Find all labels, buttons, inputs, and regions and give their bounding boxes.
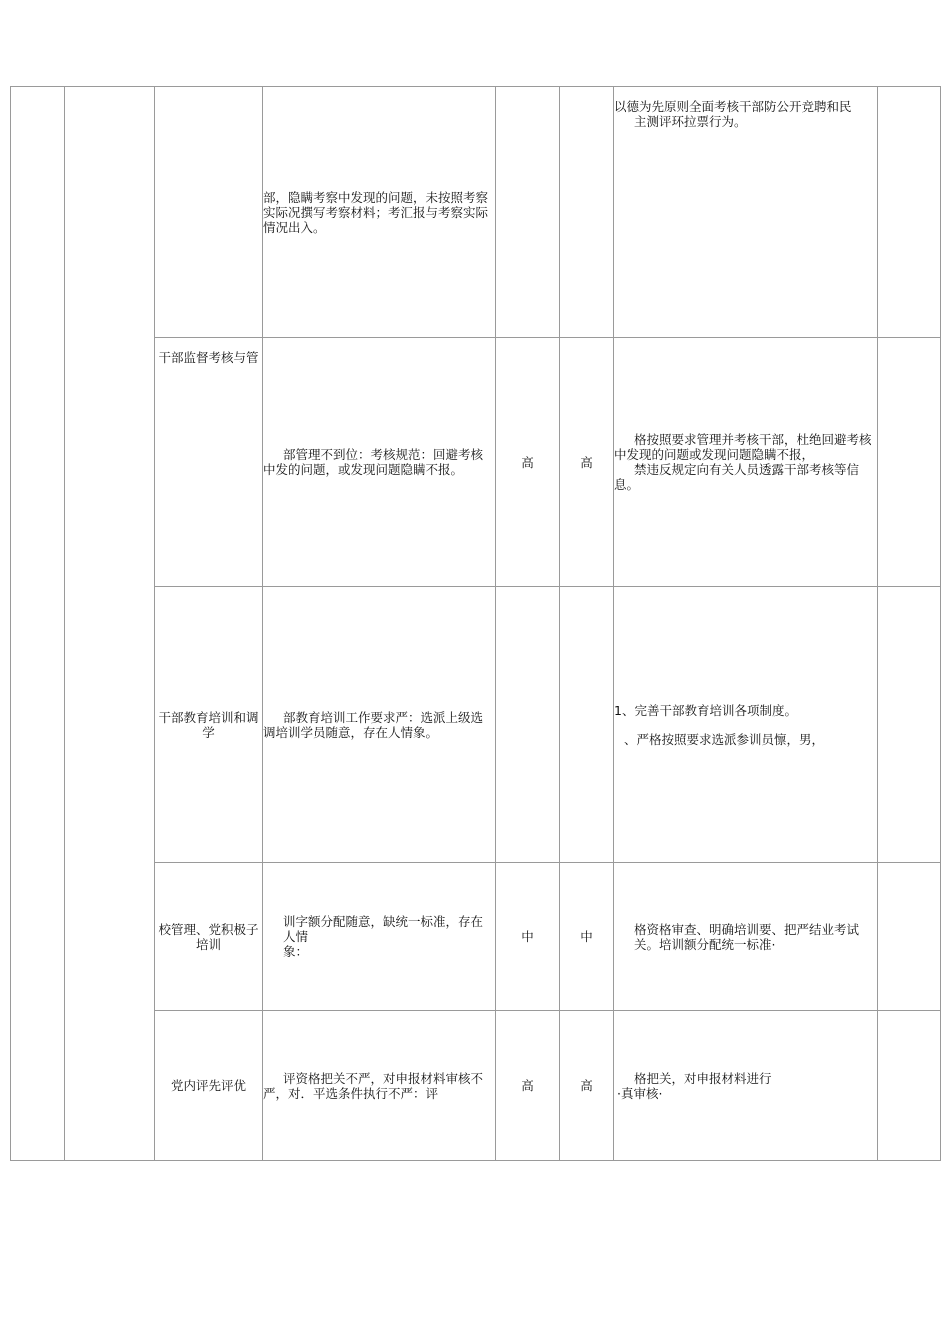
probability-cell: [496, 87, 560, 338]
risk-control-table: [10, 86, 941, 1161]
measure-line: 1、完善干部教育培训各项制度。: [614, 702, 797, 718]
remark-cell: [878, 87, 941, 338]
control-measure-cell: [614, 587, 878, 863]
measure-line: 、严格按照要求选派参训员懔，男，: [624, 731, 825, 747]
control-measure-cell: [614, 338, 878, 587]
probability-cell: 高: [496, 1011, 560, 1161]
remark-cell: [878, 1011, 941, 1161]
control-measure-cell: [614, 87, 878, 338]
risk-description-cell: [263, 338, 496, 587]
risk-description-text: 部管理不到位：考核规范：回避考核中发的问题，或发现问题隐瞒不报。: [263, 447, 484, 477]
category-cell: [11, 87, 65, 1161]
risk-description-cell: [263, 1011, 496, 1161]
subcategory-cell: [65, 87, 155, 1161]
item-name-cell: 党内评先评优: [155, 1011, 263, 1161]
measure-line: 格资格审查、明确培训要、把严结业考试关。培训额分配统一标准·: [634, 921, 860, 952]
item-name-cell: 干部教育培训和调学: [155, 587, 263, 863]
impact-cell: 中: [560, 863, 614, 1011]
impact-cell: [560, 587, 614, 863]
remark-cell: [878, 587, 941, 863]
remark-cell: [878, 338, 941, 587]
line-gap: [614, 718, 877, 732]
probability-cell: 高: [496, 338, 560, 587]
measure-line: 格把关，对申报材料进行: [634, 1070, 772, 1086]
risk-description-text: 象：: [283, 944, 309, 959]
table-row: [11, 87, 941, 338]
risk-description-cell: [263, 87, 496, 338]
probability-cell: 中: [496, 863, 560, 1011]
item-name-cell: 干部监督考核与管: [155, 338, 263, 587]
risk-description-text: 部，隐瞒考察中发现的问题，未按照考察实际况撰写考察材料；考汇报与考察实际情况出入。: [263, 189, 489, 235]
risk-description-cell: [263, 587, 496, 863]
control-measure-cell: [614, 863, 878, 1011]
control-measure-cell: [614, 1011, 878, 1161]
measure-line: 禁违反规定向有关人员透露干部考核等信息。: [614, 462, 860, 492]
measure-line: ·真审核·: [617, 1085, 663, 1101]
risk-description-cell: [263, 863, 496, 1011]
item-name-cell: 校管理、党积极子培训: [155, 863, 263, 1011]
item-name-cell: [155, 87, 263, 338]
impact-cell: 高: [560, 338, 614, 587]
remark-cell: [878, 863, 941, 1011]
risk-description-text: 部教育培训工作要求严：选派上级选调培训学员随意，存在人情象。: [263, 709, 484, 740]
impact-cell: [560, 87, 614, 338]
measure-line: 主测评环拉票行为。: [634, 114, 747, 129]
impact-cell: 高: [560, 1011, 614, 1161]
probability-cell: [496, 587, 560, 863]
risk-description-text: 评资格把关不严，对申报材料审核不严，对．平选条件执行不严：评: [263, 1070, 484, 1101]
measure-line: 以德为先原则全面考核干部防公开竞聘和民: [614, 99, 852, 114]
risk-description-text: 训字额分配随意，缺统一标准，存在人情: [283, 914, 484, 944]
measure-line: 格按照要求管理并考核干部，杜绝回避考核中发现的问题或发现问题隐瞒不报，: [614, 432, 872, 462]
